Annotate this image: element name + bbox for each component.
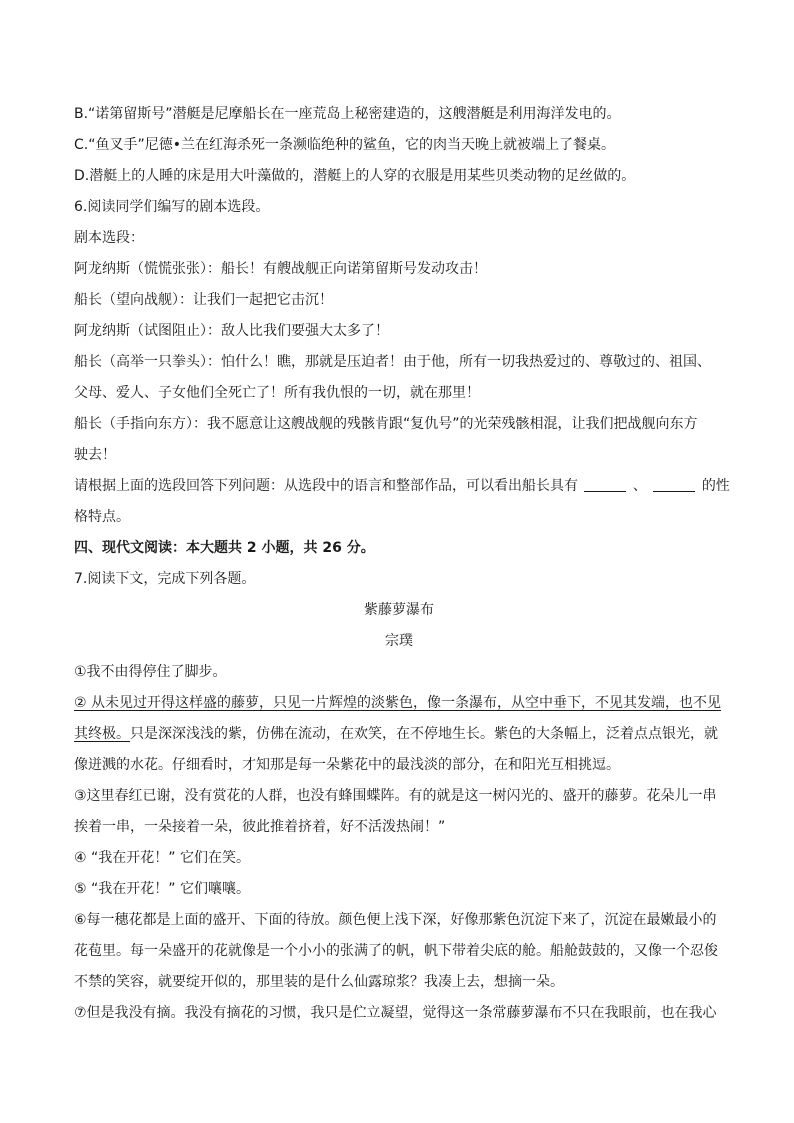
exam-page	[74, 99, 730, 1029]
prompt-text: 的性	[701, 478, 730, 494]
script-line: 船长（高举一只拳头）：怕什么！瞧，那就是压迫者！由于他，所有一切我热爱过的、尊敬过的、祖国、	[74, 354, 711, 370]
paragraph: 像迸溅的水花。仔细看时，才知那是每一朵紫花中的最浅淡的部分，在和阳光互相挑逗。	[74, 757, 620, 773]
script-line: 父母、爱人、子女他们全死亡了！所有我仇恨的一切，就在那里！	[74, 385, 480, 401]
answer-blank-2[interactable]	[653, 475, 695, 492]
paragraph: ⑦但是我没有摘。我没有摘花的习惯，我只是伫立凝望，觉得这一条常藤萝瀑布不只在我眼前，也在我心	[74, 1005, 717, 1021]
blank-separator: 、	[632, 478, 647, 494]
section-heading: 四、现代文阅读：本大题共 2 小题，共 26 分。	[74, 540, 375, 556]
paragraph: 不禁的笑容，就要绽开似的，那里装的是什么仙露琼浆？我凑上去，想摘一朵。	[74, 974, 564, 990]
paragraph: ③这里春红已谢，没有赏花的人群，也没有蜂围蝶阵。有的就是这一树闪光的、盛开的藤萝。花朵儿一串	[74, 788, 717, 804]
paragraph: 挨着一串，一朵接着一朵，彼此推着挤着，好不活泼热闹！”	[74, 819, 446, 835]
paragraph: ⑥每一穗花都是上面的盛开、下面的待放。颜色便上浅下深，好像那紫色沉淀下来了，沉淀在最嫩最小的	[74, 912, 717, 928]
underlined-sentence: 其终极。	[74, 726, 130, 742]
script-line: 船长（手指向东方）：我不愿意让这艘战舰的残骸肯跟“复仇号”的光荣残骸相混，让我们把战舰向东方	[74, 416, 698, 432]
paragraph: ⑤ “我在开花！” 它们嚷嚷。	[74, 881, 250, 897]
paragraph: ①我不由得停住了脚步。	[74, 664, 227, 680]
option-b: B.“诺第留斯号”潜艇是尼摩船长在一座荒岛上秘密建造的，这艘潜艇是利用海洋发电的。	[74, 106, 621, 122]
script-line: 船长（望向战舰）：让我们一起把它击沉！	[74, 292, 333, 308]
prompt-text: 请根据上面的选段回答下列问题：从选段中的语言和整部作品，可以看出船长具有	[74, 478, 578, 494]
underlined-sentence: ② 从未见过开得这样盛的藤萝，只见一片辉煌的淡紫色，像一条瀑布，从空中垂下，不见其发端，也不见	[74, 695, 721, 711]
option-c: C.“鱼叉手”尼德•兰在红海杀死一条濒临绝种的鲨鱼，它的肉当天晚上就被端上了餐桌。	[74, 137, 615, 153]
option-d: D.潜艇上的人睡的床是用大叶藻做的，潜艇上的人穿的衣服是用某些贝类动物的足丝做的。	[74, 168, 636, 184]
answer-blank-1[interactable]	[584, 475, 626, 492]
paragraph: ④ “我在开花！” 它们在笑。	[74, 850, 250, 866]
paragraph-text: 只是深深浅浅的紫，仿佛在流动，在欢笑，在不停地生长。紫色的大条幅上，泛着点点银光，就	[130, 726, 718, 742]
paragraph	[74, 719, 724, 750]
essay-title: 紫藤萝瀑布	[364, 602, 434, 618]
question-7-title: 7.阅读下文，完成下列各题。	[74, 571, 256, 587]
question-6-title: 6.阅读同学们编写的剧本选段。	[74, 199, 270, 215]
paragraph: 花苞里。每一朵盛开的花就像是一个小小的张满了的帆，帆下带着尖底的舱。船舱鼓鼓的，又像一个忍俊	[74, 943, 718, 959]
essay-author: 宗璞	[385, 633, 413, 649]
script-line: 阿龙纳斯（慌慌张张）：船长！有艘战舰正向诺第留斯号发动攻击！	[74, 261, 487, 277]
script-intro: 剧本选段：	[74, 230, 144, 246]
question-6-prompt	[74, 471, 730, 502]
script-line: 驶去！	[74, 447, 116, 463]
prompt-continuation: 格特点。	[74, 509, 130, 525]
script-line: 阿龙纳斯（试图阻止）：敌人比我们要强大太多了！	[74, 323, 389, 339]
